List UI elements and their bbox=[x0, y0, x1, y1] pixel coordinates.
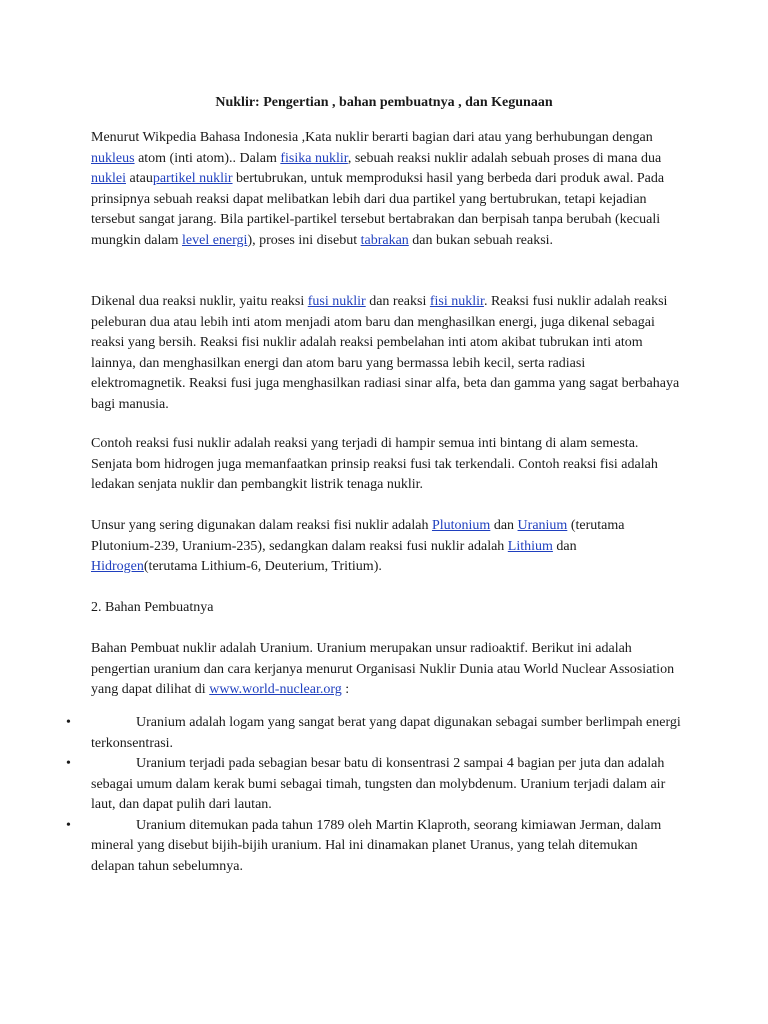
link-lithium[interactable]: Lithium bbox=[507, 538, 553, 554]
link-tabrakan[interactable]: tabrakan bbox=[360, 232, 409, 248]
text-run: (terutama Plutonium-239, Uranium-235), sedangkan dalam reaksi fusi nuklir adalah bbox=[91, 518, 625, 554]
text-run: : bbox=[341, 682, 350, 697]
text-run: dan bbox=[490, 518, 518, 533]
list-item bbox=[66, 713, 683, 754]
link-fisika-nuklir[interactable]: fisika nuklir bbox=[280, 150, 348, 166]
link-partikel-nuklir[interactable]: partikel nuklir bbox=[152, 171, 233, 186]
text-run: atau bbox=[126, 171, 153, 186]
text-run: atom (inti atom).. Dalam bbox=[134, 150, 281, 166]
list-item-text: Uranium ditemukan pada tahun 1789 oleh Martin Klaproth, seorang kimiawan Jerman, dalam mineral yang disebut bijih-bijih uranium. Hal ini dinamakan planet Uranus, yang telah ditemukan delapan tahun sebelumnya. bbox=[91, 817, 662, 874]
bullet-icon: • bbox=[66, 756, 71, 771]
list-item-text: Uranium adalah logam yang sangat berat yang dapat digunakan sebagai sumber berlimpah energi terkonsentrasi. bbox=[91, 715, 681, 751]
text-run: Bahan Pembuat nuklir adalah Uranium. Uranium merupakan unsur radioaktif. Berikut ini adalah pengertian uranium dan cara kerjanya menurut Organisasi Nuklir Dunia atau World Nuclear Assosiation yang dapat dilihat di bbox=[91, 641, 675, 697]
document-title: Nuklir: Pengertian , bahan pembuatnya , dan Kegunaan bbox=[215, 95, 553, 110]
text-run: dan bbox=[552, 538, 577, 554]
text-run: Menurut Wikpedia Bahasa Indonesia ,Kata nuklir berarti bagian dari atau yang berhubungan dengan bbox=[91, 130, 653, 145]
paragraph-definition bbox=[91, 128, 683, 251]
text-run: , sebuah reaksi nuklir adalah sebuah proses di mana dua bbox=[347, 150, 662, 166]
text-run: (terutama Lithium-6, Deuterium, Tritium). bbox=[143, 559, 382, 574]
bullet-icon: • bbox=[66, 715, 71, 730]
paragraph-uranium-intro bbox=[91, 639, 683, 701]
link-fusi-nuklir[interactable]: fusi nuklir bbox=[307, 294, 366, 309]
link-fisi-nuklir[interactable]: fisi nuklir bbox=[429, 294, 484, 309]
text-run: Dikenal dua reaksi nuklir, yaitu reaksi bbox=[91, 294, 308, 309]
paragraph-reaction-types bbox=[91, 292, 683, 415]
link-plutonium[interactable]: Plutonium bbox=[431, 518, 491, 533]
paragraph-examples: Contoh reaksi fusi nuklir adalah reaksi yang terjadi di hampir semua inti bintang di alam semesta. Senjata bom hidrogen juga memanfaatkan prinsip reaksi fusi tak terkendali. Contoh reaksi fisi adalah ledakan senjata nuklir dan pembangkit listrik tenaga nuklir. bbox=[91, 436, 658, 492]
bullet-icon: • bbox=[66, 817, 71, 833]
uranium-facts-list bbox=[66, 713, 683, 877]
link-world-nuclear[interactable]: www.world-nuclear.org bbox=[209, 682, 342, 697]
text-run: dan reaksi bbox=[365, 294, 430, 309]
section-heading-bahan-pembuatnya: 2. Bahan Pembuatnya bbox=[91, 600, 214, 615]
list-item-text: Uranium terjadi pada sebagian besar batu di konsentrasi 2 sampai 4 bagian per juta dan adalah sebagai umum dalam kerak bumi sebagai timah, tungsten dan molybdenum. Uranium terjadi dalam air laut, dan dapat pulih dari lautan. bbox=[91, 756, 666, 812]
text-run: ), proses ini disebut bbox=[247, 232, 361, 248]
link-nukleus[interactable]: nukleus bbox=[91, 150, 135, 166]
link-hidrogen[interactable]: Hidrogen bbox=[91, 559, 144, 574]
text-run: . Reaksi fusi nuklir adalah reaksi peleburan dua atau lebih inti atom menjadi atom baru dan menghasilkan energi, juga dikenal sebagai reaksi yang bersih. Reaksi fisi nuklir adalah reaksi pembelahan inti atom akibat tubrukan inti atom lainnya, dan menghasilkan energi dan atom baru yang bermassa lebih kecil, serta radiasi elektromagnetik. Reaksi fusi juga menghasilkan radiasi sinar alfa, beta dan gamma yang sagat berbahaya bagi manusia. bbox=[91, 294, 680, 412]
link-uranium[interactable]: Uranium bbox=[517, 518, 568, 533]
list-item bbox=[66, 816, 683, 878]
text-run: Unsur yang sering digunakan dalam reaksi fisi nuklir adalah bbox=[91, 518, 432, 533]
text-run: bertubrukan, untuk memproduksi hasil yang berbeda dari produk awal. Pada prinsipnya sebuah reaksi dapat melibatkan lebih dari dua partikel yang bertubrukan, tetapi kejadian tersebut sangat jarang. Bila partikel-partikel tersebut bertabrakan dan berpisah tanpa berubah (kecuali mungkin dalam bbox=[91, 171, 665, 248]
list-item bbox=[66, 754, 683, 816]
text-run: dan bukan sebuah reaksi. bbox=[408, 232, 554, 248]
paragraph-elements bbox=[91, 516, 683, 578]
link-level-energi[interactable]: level energi bbox=[182, 232, 248, 248]
link-nuklei[interactable]: nuklei bbox=[91, 171, 126, 186]
